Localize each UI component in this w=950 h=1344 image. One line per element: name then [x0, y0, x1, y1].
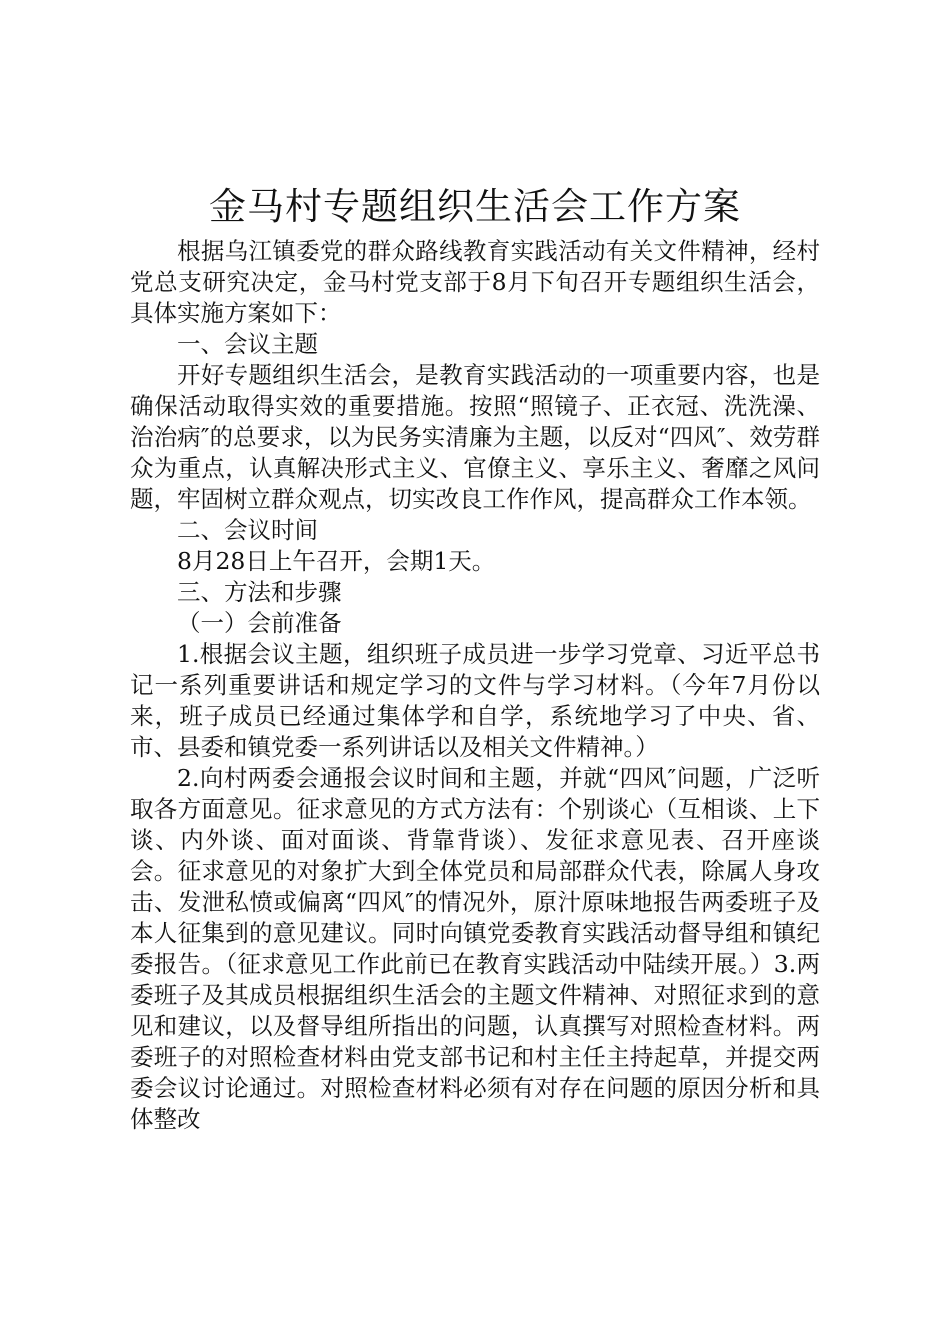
step-2-paragraph: 2.向村两委会通报会议时间和主题，并就“四风″问题，广泛听取各方面意见。征求意见的方式方法有：个别谈心（互相谈、上下谈、内外谈、面对面谈、背靠背谈）、发征求意见表、召开座谈会。征求意见的对象扩大到全体党员和局部群众代表，除属人身攻击、发泄私愤或偏离“四风″的情况外，原汁原味地报告两委班子及本人征集到的意见建议。同时向镇党委教育实践活动督导组和镇纪委报告。（征求意见工作此前已在教育实践活动中陆续开展。）3.两委班子及其成员根据组织生活会的主题文件精神、对照征求到的意见和建议，以及督导组所指出的问题，认真撰写对照检查材料。两委班子的对照检查材料由党支部书记和村主任主持起草，并提交两委会议讨论通过。对照检查材料必须有对存在问题的原因分析和具体整改	[130, 764, 820, 1133]
section-heading-3: 三、方法和步骤	[177, 578, 342, 606]
intro-paragraph: 根据乌江镇委党的群众路线教育实践活动有关文件精神，经村党总支研究决定，金马村党支部于8月下旬召开专题组织生活会，具体实施方案如下：	[130, 237, 820, 327]
theme-paragraph: 开好专题组织生活会，是教育实践活动的一项重要内容，也是确保活动取得实效的重要措施。按照“照镜子、正衣冠、洗洗澡、治治病″的总要求，以为民务实清廉为主题，以反对“四风″、效劳群众为重点，认真解决形式主义、官僚主义、享乐主义、奢靡之风问题，牢固树立群众观点，切实改良工作作风，提高群众工作本领。	[130, 361, 820, 513]
time-paragraph: 8月28日上午召开，会期1天。	[177, 547, 496, 575]
section-heading-2: 二、会议时间	[177, 516, 318, 544]
document-title: 金马村专题组织生活会工作方案	[209, 185, 741, 228]
document-page	[130, 178, 820, 1135]
step-1-paragraph: 1.根据会议主题，组织班子成员进一步学习党章、习近平总书记一系列重要讲话和规定学习的文件与学习材料。（今年7月份以来，班子成员已经通过集体学和自学，系统地学习了中央、省、市、县委和镇党委一系列讲话以及相关文件精神。）	[130, 640, 820, 761]
section-heading-1: 一、会议主题	[177, 330, 318, 358]
subsection-heading: （一）会前准备	[177, 609, 342, 637]
